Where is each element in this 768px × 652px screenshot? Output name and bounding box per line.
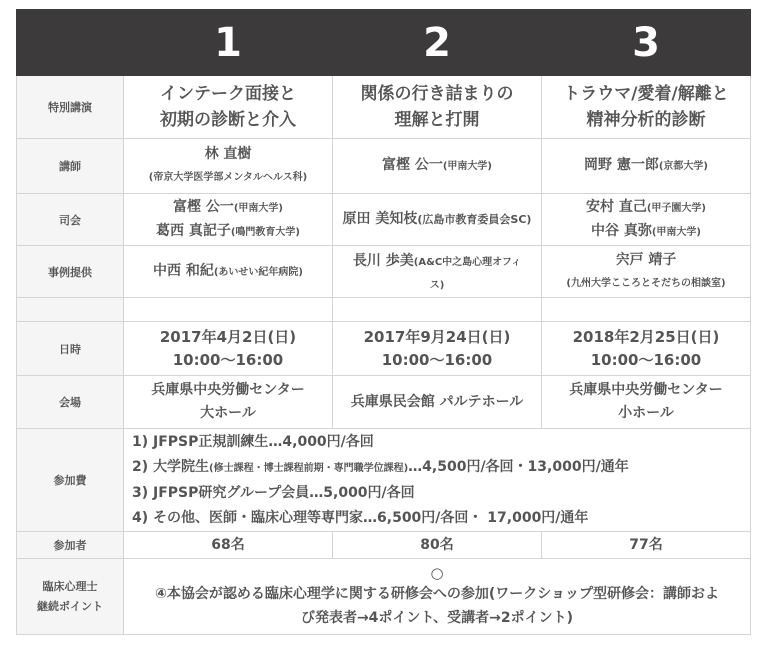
moderator-name: 原田 美知枝 — [342, 211, 418, 227]
spacer-row — [17, 298, 751, 322]
moderator-name: 安村 直己 — [585, 198, 647, 215]
header-row — [17, 10, 751, 76]
venue-row — [17, 376, 751, 429]
case-cell-1 — [124, 246, 333, 298]
session-date: 2018年2月25日(日) — [572, 327, 720, 346]
moderator-line — [544, 220, 748, 244]
venue-cell-3 — [542, 376, 751, 429]
lecturer-affiliation: (甲南大学) — [442, 161, 492, 172]
venue-cell-1 — [124, 376, 333, 429]
moderator-affiliation: (甲南大学) — [651, 226, 701, 238]
lecture-title-line: 精神分析的診断 — [586, 110, 706, 130]
header-col-1: 1 — [124, 10, 333, 76]
lecturer-name: 岡野 憲一郎 — [583, 157, 659, 173]
session-date: 2017年4月2日(日) — [159, 327, 297, 346]
lecture-title-line: トラウマ/愛着/解離と — [563, 84, 729, 104]
case-name: 中西 和紀 — [152, 262, 214, 279]
attendees-cell-3: 77名 — [542, 532, 751, 559]
points-label: 臨床心理士 継続ポイント — [17, 559, 124, 635]
points-cell — [124, 559, 751, 635]
lecture-title-line: 初期の診断と介入 — [160, 110, 296, 130]
lecturer-label: 講師 — [17, 139, 124, 194]
fee-line: 1) JFPSP正規訓練生…4,000円/各回 — [132, 433, 374, 450]
points-row — [17, 559, 751, 635]
points-mark: ○ — [430, 563, 444, 582]
moderator-line — [126, 220, 330, 244]
lecturer-cell-1 — [124, 139, 333, 194]
fee-row — [17, 429, 751, 532]
moderator-line — [544, 196, 748, 220]
venue-name: 兵庫県民会館 パルテホール — [350, 393, 524, 410]
moderator-affiliation: (鳴門教育大学) — [230, 226, 300, 238]
lecture-cell-2 — [333, 76, 542, 139]
moderator-affiliation: (甲子園大学) — [646, 202, 706, 214]
venue-hall: 大ホール — [200, 405, 256, 421]
session-time: 10:00～16:00 — [172, 350, 284, 369]
date-label: 日時 — [17, 322, 124, 376]
spacer-cell — [124, 298, 333, 322]
case-affiliation: ス) — [429, 280, 445, 291]
session-time: 10:00～16:00 — [381, 350, 493, 369]
date-cell-2 — [333, 322, 542, 376]
moderator-cell-2 — [333, 194, 542, 246]
date-cell-3 — [542, 322, 751, 376]
session-date: 2017年9月24日(日) — [363, 327, 511, 346]
lecture-cell-1 — [124, 76, 333, 139]
fee-line: 2) 大学院生(修士課程・博士課程前期・専門職学位課程)…4,500円/各回・13,000円/通年 — [132, 458, 629, 475]
date-row — [17, 322, 751, 376]
points-text-line: ④本協会が認める臨床心理学に関する研修会への参加(ワークショップ型研修会：講師およ — [155, 585, 719, 602]
moderator-name: 葛西 真記子 — [155, 222, 231, 239]
fee-line: 4) その他、医師・臨床心理等専門家…6,500円/各回・ 17,000円/通年 — [132, 509, 589, 526]
moderator-cell-3 — [542, 194, 751, 246]
lecture-title-line: 関係の行き詰まりの — [360, 84, 514, 104]
fee-cell — [124, 429, 751, 532]
case-affiliation: (あいせい紀年病院) — [213, 266, 303, 278]
lecturer-name: 富樫 公一 — [381, 157, 443, 173]
attendees-cell-2: 80名 — [333, 532, 542, 559]
moderator-label: 司会 — [17, 194, 124, 246]
case-name: 宍戸 靖子 — [615, 251, 677, 268]
venue-name: 兵庫県中央労働センター — [569, 382, 723, 398]
moderator-row — [17, 194, 751, 246]
fee-line: 3) JFPSP研究グループ会員…5,000円/各回 — [132, 484, 415, 501]
venue-label: 会場 — [17, 376, 124, 429]
case-cell-2 — [333, 246, 542, 298]
case-affiliation: (A&C中之島心理オフィ — [413, 257, 522, 268]
attendees-label: 参加者 — [17, 532, 124, 559]
lecturer-name: 林 直樹 — [204, 146, 252, 162]
moderator-cell-1 — [124, 194, 333, 246]
header-col-3: 3 — [542, 10, 751, 76]
case-row — [17, 246, 751, 298]
venue-hall: 小ホール — [618, 405, 674, 421]
header-corner-cell — [17, 10, 124, 76]
lecturer-affiliation: (帝京大学医学部メンタルヘルス科) — [148, 172, 308, 183]
spacer-label-cell — [17, 298, 124, 322]
seminar-schedule-table — [16, 9, 751, 635]
attendees-row — [17, 532, 751, 559]
moderator-name: 富樫 公一 — [172, 198, 234, 215]
lecture-label: 特別講演 — [17, 76, 124, 139]
session-time: 10:00～16:00 — [590, 350, 702, 369]
lecture-title-line: 理解と打開 — [394, 110, 480, 130]
points-text-line: び発表者→4ポイント、受講者→2ポイント) — [300, 609, 574, 626]
lecturer-cell-3 — [542, 139, 751, 194]
fee-label: 参加費 — [17, 429, 124, 532]
case-affiliation: (九州大学こころとそだちの相談室) — [566, 277, 726, 289]
lecturer-affiliation: (京都大学) — [658, 161, 708, 172]
venue-cell-2 — [333, 376, 542, 429]
attendees-cell-1: 68名 — [124, 532, 333, 559]
lecturer-cell-2 — [333, 139, 542, 194]
lecture-row — [17, 76, 751, 139]
fee-line-note: (修士課程・博士課程前期・専門職学位課程) — [209, 462, 409, 474]
date-cell-1 — [124, 322, 333, 376]
case-label: 事例提供 — [17, 246, 124, 298]
venue-name: 兵庫県中央労働センター — [151, 382, 305, 398]
header-col-2: 2 — [333, 10, 542, 76]
lecture-cell-3 — [542, 76, 751, 139]
spacer-cell — [333, 298, 542, 322]
moderator-affiliation: (甲南大学) — [233, 202, 283, 214]
spacer-cell — [542, 298, 751, 322]
moderator-line — [126, 196, 330, 220]
case-cell-3 — [542, 246, 751, 298]
case-name: 長川 歩美 — [352, 253, 414, 269]
lecture-title-line: インテーク面接と — [160, 84, 296, 104]
moderator-affiliation: (広島市教育委員会SC) — [417, 213, 532, 226]
moderator-name: 中谷 真弥 — [590, 222, 652, 239]
lecturer-row — [17, 139, 751, 194]
